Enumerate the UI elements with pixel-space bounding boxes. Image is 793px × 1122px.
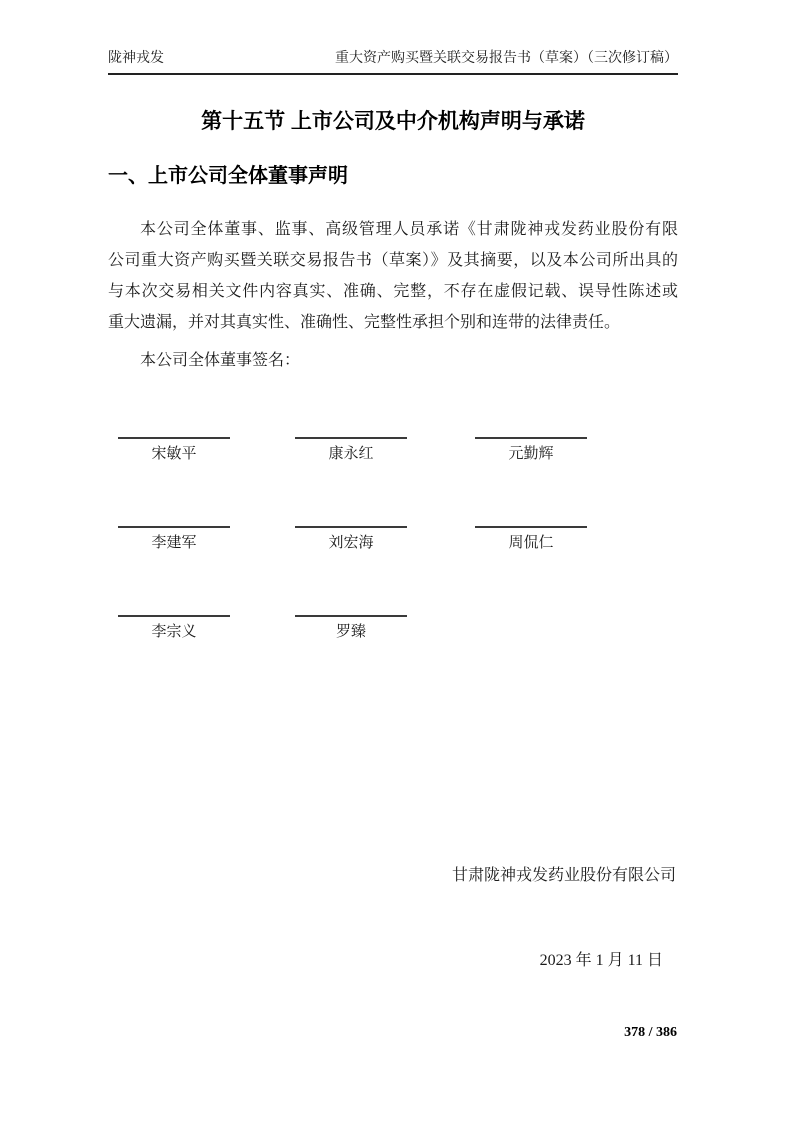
signatory-name: 康永红 — [328, 446, 374, 462]
paragraph-line: 本公司全体董事、监事、高级管理人员承诺《甘肃陇神戎发药业股份有限 — [140, 221, 678, 238]
paragraph-line: 公司重大资产购买暨关联交易报告书（草案）》及其摘要，以及本公司所出具的 — [108, 252, 678, 269]
page-number: 378 / 386 — [624, 1025, 677, 1040]
signatory-name: 周侃仁 — [508, 535, 554, 551]
company-full-name: 甘肃陇神戎发药业股份有限公司 — [451, 867, 676, 884]
signatory-name: 刘宏海 — [328, 535, 374, 551]
chapter-title: 第十五节 上市公司及中介机构声明与承诺 — [201, 110, 585, 133]
signature-cell — [295, 615, 407, 641]
signatory-name: 李建军 — [151, 535, 197, 551]
signature-date: 2023 年 1 月 11 日 — [539, 952, 663, 969]
declaration-paragraph — [108, 214, 678, 338]
signature-cell — [118, 526, 230, 552]
signature-cell — [295, 437, 407, 463]
header-company-short-name: 陇神戎发 — [108, 51, 164, 66]
signatory-name: 元勤辉 — [508, 446, 554, 462]
signature-cell — [295, 526, 407, 552]
signatory-name: 宋敏平 — [151, 446, 197, 462]
paragraph-line: 与本次交易相关文件内容真实、准确、完整，不存在虚假记载、误导性陈述或 — [108, 283, 678, 300]
signatory-name: 李宗义 — [151, 624, 197, 640]
signature-cell — [475, 437, 587, 463]
section-heading: 一、上市公司全体董事声明 — [108, 165, 348, 187]
page-header — [108, 50, 678, 75]
signature-note: 本公司全体董事签名： — [140, 352, 301, 369]
header-report-title: 重大资产购买暨关联交易报告书（草案）（三次修订稿） — [335, 51, 678, 66]
signature-cell — [118, 615, 230, 641]
paragraph-line: 重大遗漏，并对其真实性、准确性、完整性承担个别和连带的法律责任。 — [108, 314, 621, 331]
signature-cell — [475, 526, 587, 552]
signatory-name: 罗臻 — [335, 624, 366, 640]
signature-cell — [118, 437, 230, 463]
